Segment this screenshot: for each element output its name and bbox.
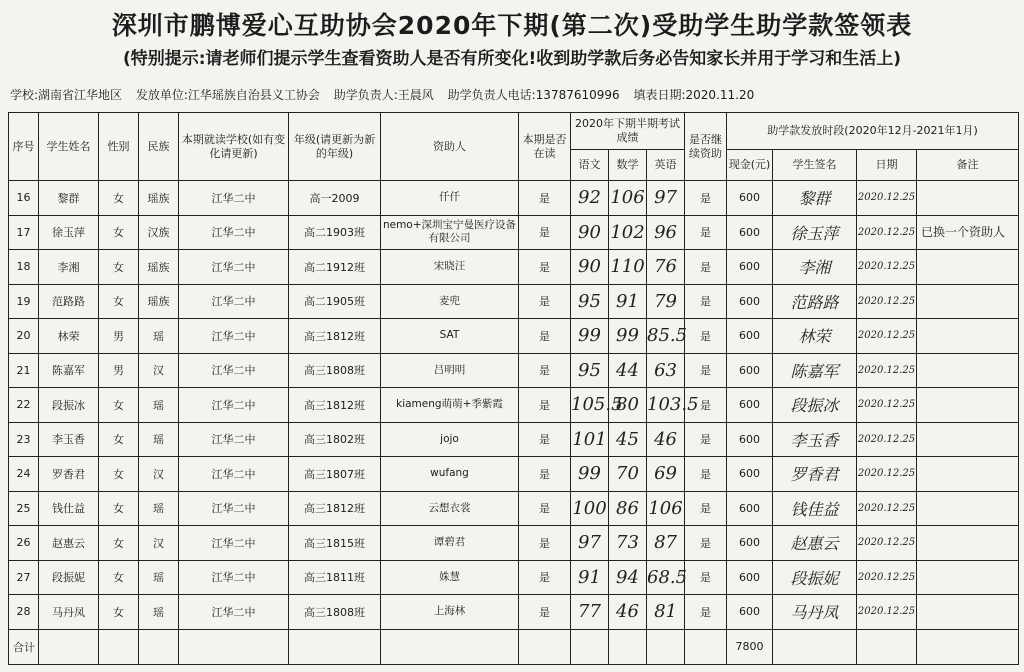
cell-name: 罗香君 bbox=[39, 457, 99, 492]
cell-cash: 600 bbox=[727, 319, 773, 354]
header-english: 英语 bbox=[647, 150, 685, 181]
table-row bbox=[9, 250, 1019, 285]
table-row bbox=[9, 491, 1019, 526]
cell-no: 26 bbox=[9, 526, 39, 561]
cell-remarks bbox=[917, 526, 1019, 561]
cell-no: 18 bbox=[9, 250, 39, 285]
table-row bbox=[9, 388, 1019, 423]
cell-name: 段振冰 bbox=[39, 388, 99, 423]
cell-chinese-score: 95 bbox=[571, 353, 609, 388]
cell-gender: 女 bbox=[99, 457, 139, 492]
cell-remarks bbox=[917, 491, 1019, 526]
cell-enrolled: 是 bbox=[519, 181, 571, 216]
cell-school: 江华二中 bbox=[179, 353, 289, 388]
cell-english-score: 76 bbox=[647, 250, 685, 285]
cell-date: 2020.12.25 bbox=[857, 388, 917, 423]
cell-remarks bbox=[917, 595, 1019, 630]
cell-english-score: 85.5 bbox=[647, 319, 685, 354]
cell-continue: 是 bbox=[685, 388, 727, 423]
cell-school: 江华二中 bbox=[179, 560, 289, 595]
cell-cash: 600 bbox=[727, 560, 773, 595]
cell-enrolled: 是 bbox=[519, 284, 571, 319]
cell-school: 江华二中 bbox=[179, 319, 289, 354]
header-remarks: 备注 bbox=[917, 150, 1019, 181]
header-ethnicity: 民族 bbox=[139, 113, 179, 181]
table-row bbox=[9, 181, 1019, 216]
cell-date: 2020.12.25 bbox=[857, 215, 917, 250]
cell-signature: 钱佳益 bbox=[773, 491, 857, 526]
cell-grade: 高三1802班 bbox=[289, 422, 381, 457]
cell-math-score: 94 bbox=[609, 560, 647, 595]
cell-signature: 马丹凤 bbox=[773, 595, 857, 630]
cell-math-score: 80 bbox=[609, 388, 647, 423]
cell-ethnicity: 瑶 bbox=[139, 595, 179, 630]
cell-gender: 女 bbox=[99, 422, 139, 457]
cell-cash: 600 bbox=[727, 526, 773, 561]
cell-ethnicity: 汉 bbox=[139, 457, 179, 492]
cell-chinese-score: 95 bbox=[571, 284, 609, 319]
cell-continue: 是 bbox=[685, 595, 727, 630]
cell-grade: 高三1812班 bbox=[289, 388, 381, 423]
header-continue: 是否继续资助 bbox=[685, 113, 727, 181]
cell-school: 江华二中 bbox=[179, 250, 289, 285]
cell-grade: 高三1808班 bbox=[289, 595, 381, 630]
cell-chinese-score: 99 bbox=[571, 319, 609, 354]
cell-chinese-score: 99 bbox=[571, 457, 609, 492]
cell-cash: 600 bbox=[727, 181, 773, 216]
cell-no: 20 bbox=[9, 319, 39, 354]
cell-enrolled: 是 bbox=[519, 422, 571, 457]
cell-cash: 600 bbox=[727, 422, 773, 457]
cell-grade: 高二1903班 bbox=[289, 215, 381, 250]
header-gender: 性别 bbox=[99, 113, 139, 181]
cell-gender: 女 bbox=[99, 526, 139, 561]
cell-cash: 600 bbox=[727, 388, 773, 423]
cell-no: 21 bbox=[9, 353, 39, 388]
cell-cash: 600 bbox=[727, 353, 773, 388]
cell-cash: 600 bbox=[727, 595, 773, 630]
cell-english-score: 97 bbox=[647, 181, 685, 216]
cell-no: 28 bbox=[9, 595, 39, 630]
cell-gender: 女 bbox=[99, 284, 139, 319]
cell-remarks bbox=[917, 457, 1019, 492]
table-row bbox=[9, 353, 1019, 388]
cell-signature: 李玉香 bbox=[773, 422, 857, 457]
cell-sponsor: 宋晓汪 bbox=[381, 250, 519, 285]
cell-math-score: 44 bbox=[609, 353, 647, 388]
cell-ethnicity: 瑶族 bbox=[139, 181, 179, 216]
cell-sponsor: 麦兜 bbox=[381, 284, 519, 319]
cell-gender: 女 bbox=[99, 215, 139, 250]
cell-english-score: 103.5 bbox=[647, 388, 685, 423]
special-notice: (特别提示:请老师们提示学生查看资助人是否有所变化!收到助学款后务必告知家长并用于学习和生活上) bbox=[122, 49, 902, 69]
cell-sponsor: 上海林 bbox=[381, 595, 519, 630]
cell-no: 23 bbox=[9, 422, 39, 457]
cell-no: 24 bbox=[9, 457, 39, 492]
header-math: 数学 bbox=[609, 150, 647, 181]
header-enrolled: 本期是否在读 bbox=[519, 113, 571, 181]
cell-english-score: 69 bbox=[647, 457, 685, 492]
cell-continue: 是 bbox=[685, 215, 727, 250]
cell-signature: 林荣 bbox=[773, 319, 857, 354]
cell-grade: 高二1905班 bbox=[289, 284, 381, 319]
cell-date: 2020.12.25 bbox=[857, 560, 917, 595]
header-signature: 学生签名 bbox=[773, 150, 857, 181]
table-row bbox=[9, 284, 1019, 319]
cell-date: 2020.12.25 bbox=[857, 422, 917, 457]
cell-cash: 600 bbox=[727, 457, 773, 492]
cell-math-score: 106 bbox=[609, 181, 647, 216]
cell-sponsor: 云想衣裳 bbox=[381, 491, 519, 526]
cell-grade: 高三1811班 bbox=[289, 560, 381, 595]
cell-no: 19 bbox=[9, 284, 39, 319]
cell-ethnicity: 瑶 bbox=[139, 560, 179, 595]
header-scores-group: 2020年下期半期考试成绩 bbox=[571, 113, 685, 150]
cell-date: 2020.12.25 bbox=[857, 319, 917, 354]
cell-name: 段振妮 bbox=[39, 560, 99, 595]
cell-grade: 高三1807班 bbox=[289, 457, 381, 492]
cell-continue: 是 bbox=[685, 422, 727, 457]
header-chinese: 语文 bbox=[571, 150, 609, 181]
cell-chinese-score: 90 bbox=[571, 250, 609, 285]
fill-date: 填表日期:2020.11.20 bbox=[633, 88, 755, 102]
cell-signature: 黎群 bbox=[773, 181, 857, 216]
total-row bbox=[9, 629, 1019, 664]
cell-school: 江华二中 bbox=[179, 457, 289, 492]
header-name: 学生姓名 bbox=[39, 113, 99, 181]
cell-ethnicity: 瑶族 bbox=[139, 250, 179, 285]
cell-grade: 高三1815班 bbox=[289, 526, 381, 561]
cell-gender: 男 bbox=[99, 353, 139, 388]
cell-cash: 600 bbox=[727, 284, 773, 319]
cell-grade: 高一2009 bbox=[289, 181, 381, 216]
cell-enrolled: 是 bbox=[519, 250, 571, 285]
header-payment-group: 助学款发放时段(2020年12月-2021年1月) bbox=[727, 113, 1019, 150]
cell-school: 江华二中 bbox=[179, 215, 289, 250]
table-row bbox=[9, 595, 1019, 630]
table-row bbox=[9, 457, 1019, 492]
cell-signature: 段振妮 bbox=[773, 560, 857, 595]
sign-sheet-table bbox=[8, 112, 1019, 665]
cell-ethnicity: 瑶 bbox=[139, 422, 179, 457]
cell-school: 江华二中 bbox=[179, 388, 289, 423]
cell-english-score: 81 bbox=[647, 595, 685, 630]
table-row bbox=[9, 215, 1019, 250]
cell-gender: 女 bbox=[99, 181, 139, 216]
cell-school: 江华二中 bbox=[179, 181, 289, 216]
cell-chinese-score: 92 bbox=[571, 181, 609, 216]
cell-no: 22 bbox=[9, 388, 39, 423]
cell-continue: 是 bbox=[685, 319, 727, 354]
cell-continue: 是 bbox=[685, 491, 727, 526]
cell-continue: 是 bbox=[685, 250, 727, 285]
cell-sponsor: 姝慧 bbox=[381, 560, 519, 595]
cell-remarks bbox=[917, 560, 1019, 595]
cell-math-score: 102 bbox=[609, 215, 647, 250]
cell-ethnicity: 汉 bbox=[139, 353, 179, 388]
header-date: 日期 bbox=[857, 150, 917, 181]
cell-grade: 高二1912班 bbox=[289, 250, 381, 285]
cell-name: 范路路 bbox=[39, 284, 99, 319]
form-title: 深圳市鹏博爱心互助协会2020年下期(第二次)受助学生助学款签领表 bbox=[111, 11, 913, 40]
cell-ethnicity: 瑶族 bbox=[139, 284, 179, 319]
cell-no: 25 bbox=[9, 491, 39, 526]
cell-enrolled: 是 bbox=[519, 595, 571, 630]
cell-no: 17 bbox=[9, 215, 39, 250]
cell-gender: 女 bbox=[99, 595, 139, 630]
manager-phone: 助学负责人电话:13787610996 bbox=[447, 88, 620, 102]
cell-remarks bbox=[917, 250, 1019, 285]
cell-chinese-score: 105.5 bbox=[571, 388, 609, 423]
cell-enrolled: 是 bbox=[519, 319, 571, 354]
cell-sponsor: SAT bbox=[381, 319, 519, 354]
cell-school: 江华二中 bbox=[179, 491, 289, 526]
cell-ethnicity: 瑶 bbox=[139, 388, 179, 423]
cell-gender: 女 bbox=[99, 250, 139, 285]
cell-signature: 范路路 bbox=[773, 284, 857, 319]
cell-school: 江华二中 bbox=[179, 526, 289, 561]
total-cash: 7800 bbox=[727, 629, 773, 664]
cell-name: 黎群 bbox=[39, 181, 99, 216]
table-row bbox=[9, 319, 1019, 354]
cell-remarks: 已换一个资助人 bbox=[917, 215, 1019, 250]
form-info-line bbox=[10, 86, 1014, 103]
cell-signature: 赵惠云 bbox=[773, 526, 857, 561]
cell-enrolled: 是 bbox=[519, 215, 571, 250]
cell-ethnicity: 瑶 bbox=[139, 491, 179, 526]
cell-ethnicity: 瑶 bbox=[139, 319, 179, 354]
cell-name: 钱仕益 bbox=[39, 491, 99, 526]
cell-signature: 罗香君 bbox=[773, 457, 857, 492]
cell-date: 2020.12.25 bbox=[857, 250, 917, 285]
header-cash: 现金(元) bbox=[727, 150, 773, 181]
cell-cash: 600 bbox=[727, 491, 773, 526]
cell-name: 徐玉萍 bbox=[39, 215, 99, 250]
table-row bbox=[9, 560, 1019, 595]
cell-no: 16 bbox=[9, 181, 39, 216]
cell-sponsor: kiameng萌萌+季紫霞 bbox=[381, 388, 519, 423]
cell-chinese-score: 90 bbox=[571, 215, 609, 250]
cell-name: 林荣 bbox=[39, 319, 99, 354]
cell-english-score: 96 bbox=[647, 215, 685, 250]
cell-math-score: 73 bbox=[609, 526, 647, 561]
cell-continue: 是 bbox=[685, 526, 727, 561]
cell-chinese-score: 101 bbox=[571, 422, 609, 457]
cell-english-score: 106 bbox=[647, 491, 685, 526]
cell-remarks bbox=[917, 284, 1019, 319]
cell-gender: 女 bbox=[99, 388, 139, 423]
cell-sponsor: wufang bbox=[381, 457, 519, 492]
school-region: 学校:湖南省江华地区 bbox=[10, 88, 123, 102]
cell-enrolled: 是 bbox=[519, 491, 571, 526]
cell-date: 2020.12.25 bbox=[857, 526, 917, 561]
cell-signature: 陈嘉军 bbox=[773, 353, 857, 388]
cell-english-score: 79 bbox=[647, 284, 685, 319]
cell-date: 2020.12.25 bbox=[857, 181, 917, 216]
cell-english-score: 46 bbox=[647, 422, 685, 457]
table-row bbox=[9, 526, 1019, 561]
header-sponsor: 资助人 bbox=[381, 113, 519, 181]
cell-ethnicity: 汉族 bbox=[139, 215, 179, 250]
cell-school: 江华二中 bbox=[179, 595, 289, 630]
cell-sponsor: 仟仟 bbox=[381, 181, 519, 216]
cell-math-score: 46 bbox=[609, 595, 647, 630]
cell-sponsor: nemo+深圳宝宁曼医疗设备有限公司 bbox=[381, 215, 519, 250]
cell-date: 2020.12.25 bbox=[857, 595, 917, 630]
cell-name: 马丹凤 bbox=[39, 595, 99, 630]
cell-remarks bbox=[917, 353, 1019, 388]
cell-chinese-score: 77 bbox=[571, 595, 609, 630]
cell-grade: 高三1808班 bbox=[289, 353, 381, 388]
cell-gender: 女 bbox=[99, 491, 139, 526]
cell-name: 李玉香 bbox=[39, 422, 99, 457]
header-school: 本期就读学校(如有变化请更新) bbox=[179, 113, 289, 181]
cell-english-score: 87 bbox=[647, 526, 685, 561]
manager-name: 助学负责人:王晨风 bbox=[333, 88, 434, 102]
cell-sponsor: 谭碧君 bbox=[381, 526, 519, 561]
header-no: 序号 bbox=[9, 113, 39, 181]
cell-grade: 高三1812班 bbox=[289, 319, 381, 354]
cell-enrolled: 是 bbox=[519, 526, 571, 561]
cell-signature: 李湘 bbox=[773, 250, 857, 285]
cell-english-score: 63 bbox=[647, 353, 685, 388]
cell-name: 李湘 bbox=[39, 250, 99, 285]
cell-continue: 是 bbox=[685, 353, 727, 388]
cell-signature: 段振冰 bbox=[773, 388, 857, 423]
cell-signature: 徐玉萍 bbox=[773, 215, 857, 250]
cell-sponsor: 吕明明 bbox=[381, 353, 519, 388]
cell-cash: 600 bbox=[727, 250, 773, 285]
cell-sponsor: jojo bbox=[381, 422, 519, 457]
cell-english-score: 68.5 bbox=[647, 560, 685, 595]
cell-math-score: 110 bbox=[609, 250, 647, 285]
cell-enrolled: 是 bbox=[519, 353, 571, 388]
cell-date: 2020.12.25 bbox=[857, 353, 917, 388]
cell-enrolled: 是 bbox=[519, 560, 571, 595]
cell-date: 2020.12.25 bbox=[857, 457, 917, 492]
cell-name: 赵惠云 bbox=[39, 526, 99, 561]
cell-date: 2020.12.25 bbox=[857, 284, 917, 319]
cell-remarks bbox=[917, 388, 1019, 423]
cell-gender: 男 bbox=[99, 319, 139, 354]
cell-math-score: 45 bbox=[609, 422, 647, 457]
cell-continue: 是 bbox=[685, 181, 727, 216]
cell-school: 江华二中 bbox=[179, 422, 289, 457]
cell-no: 27 bbox=[9, 560, 39, 595]
cell-grade: 高三1812班 bbox=[289, 491, 381, 526]
cell-chinese-score: 100 bbox=[571, 491, 609, 526]
cell-name: 陈嘉军 bbox=[39, 353, 99, 388]
cell-enrolled: 是 bbox=[519, 457, 571, 492]
cell-school: 江华二中 bbox=[179, 284, 289, 319]
cell-math-score: 70 bbox=[609, 457, 647, 492]
cell-continue: 是 bbox=[685, 560, 727, 595]
cell-ethnicity: 汉 bbox=[139, 526, 179, 561]
cell-math-score: 99 bbox=[609, 319, 647, 354]
header-grade: 年级(请更新为新的年级) bbox=[289, 113, 381, 181]
cell-remarks bbox=[917, 181, 1019, 216]
issuing-unit: 发放单位:江华瑶族自治县义工协会 bbox=[135, 88, 320, 102]
cell-math-score: 91 bbox=[609, 284, 647, 319]
table-row bbox=[9, 422, 1019, 457]
cell-gender: 女 bbox=[99, 560, 139, 595]
cell-enrolled: 是 bbox=[519, 388, 571, 423]
cell-cash: 600 bbox=[727, 215, 773, 250]
cell-date: 2020.12.25 bbox=[857, 491, 917, 526]
total-label: 合计 bbox=[9, 629, 39, 664]
cell-math-score: 86 bbox=[609, 491, 647, 526]
cell-remarks bbox=[917, 422, 1019, 457]
cell-remarks bbox=[917, 319, 1019, 354]
cell-chinese-score: 91 bbox=[571, 560, 609, 595]
cell-continue: 是 bbox=[685, 457, 727, 492]
cell-continue: 是 bbox=[685, 284, 727, 319]
cell-chinese-score: 97 bbox=[571, 526, 609, 561]
